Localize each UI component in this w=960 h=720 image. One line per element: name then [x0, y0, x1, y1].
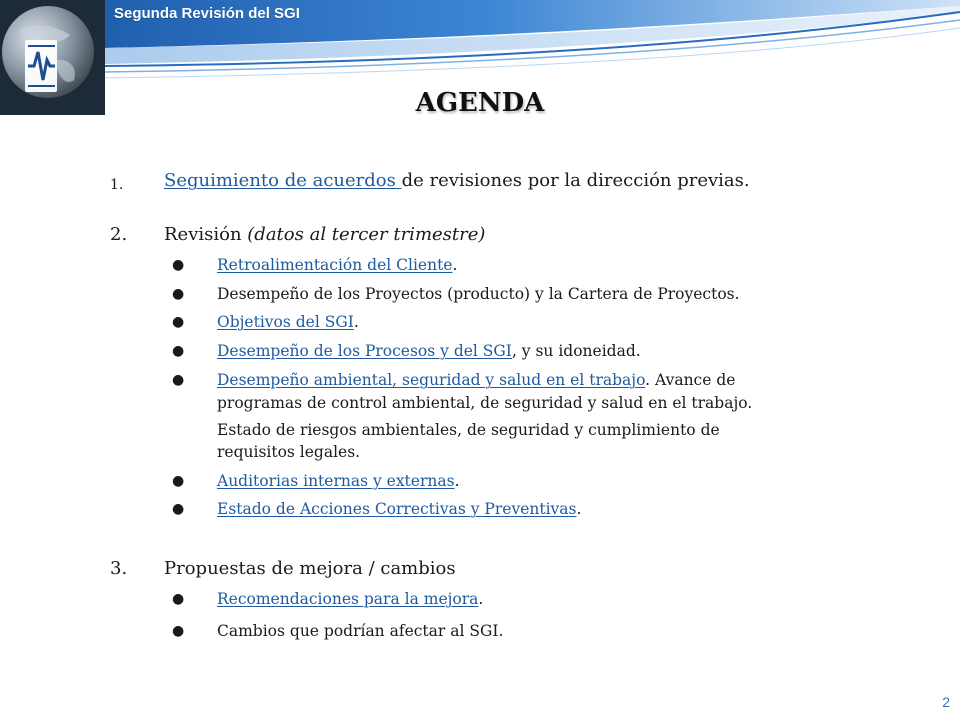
bullet-text: .	[353, 313, 359, 331]
agenda-item-1	[164, 170, 750, 191]
bullet-continuation: Estado de riesgos ambientales, de seguridad y cumplimiento de	[217, 421, 720, 439]
bullet-icon: ●	[172, 286, 185, 302]
bullet-item	[217, 285, 740, 303]
link-recomendaciones[interactable]: Recomendaciones para la mejora	[217, 590, 479, 608]
bullet-continuation: programas de control ambiental, de seguridad y salud en el trabajo.	[217, 394, 753, 412]
link-acciones-correctivas[interactable]: Estado de Acciones Correctivas y Preventivas	[217, 500, 577, 518]
item-number-3: 3.	[110, 558, 128, 579]
link-desempeno-ambiental[interactable]: Desempeño ambiental, seguridad y salud en el trabajo	[217, 371, 646, 389]
header-title: Segunda Revisión del SGI	[114, 5, 300, 22]
bullet-item	[217, 371, 735, 389]
bullet-item	[217, 256, 457, 274]
item-number-1: 1.	[110, 177, 124, 193]
page-number: 2	[942, 694, 950, 710]
bullet-text: Desempeño de los Proyectos (producto) y la Cartera de Proyectos.	[217, 285, 740, 303]
bullet-item	[217, 313, 359, 331]
bullet-text: , y su idoneidad.	[511, 342, 641, 360]
agenda-item-1-text: de revisiones por la dirección previas.	[401, 170, 750, 191]
bullet-text: .	[454, 472, 460, 490]
bullet-icon: ●	[172, 372, 185, 388]
bullet-text: Cambios que podrían afectar al SGI.	[217, 622, 504, 640]
bullet-text: .	[478, 590, 484, 608]
link-seguimiento-acuerdos[interactable]: Seguimiento de acuerdos	[164, 170, 402, 191]
item-number-2: 2.	[110, 224, 128, 245]
link-desempeno-procesos[interactable]: Desempeño de los Procesos y del SGI	[217, 342, 512, 360]
bullet-icon: ●	[172, 591, 185, 607]
bullet-item	[217, 472, 460, 490]
agenda-item-2-italic: (datos al tercer trimestre)	[247, 224, 486, 245]
bullet-icon: ●	[172, 501, 185, 517]
link-objetivos-sgi[interactable]: Objetivos del SGI	[217, 313, 354, 331]
link-auditorias[interactable]: Auditorias internas y externas	[217, 472, 455, 490]
bullet-text: . Avance de	[645, 371, 736, 389]
bullet-text: .	[576, 500, 582, 518]
bullet-text: .	[452, 256, 458, 274]
bullet-item	[217, 342, 641, 360]
link-retroalimentacion-cliente[interactable]: Retroalimentación del Cliente	[217, 256, 453, 274]
bullet-icon: ●	[172, 623, 185, 639]
agenda-item-2	[164, 224, 485, 245]
agenda-item-2-text: Revisión	[164, 224, 248, 245]
bullet-item	[217, 500, 581, 518]
agenda-item-3: Propuestas de mejora / cambios	[164, 558, 456, 579]
bullet-continuation: requisitos legales.	[217, 443, 361, 461]
bullet-icon: ●	[172, 314, 185, 330]
bullet-item	[217, 622, 503, 640]
bullet-item	[217, 590, 483, 608]
bullet-icon: ●	[172, 257, 185, 273]
page-title: AGENDA	[415, 88, 545, 118]
bullet-icon: ●	[172, 473, 185, 489]
bullet-icon: ●	[172, 343, 185, 359]
